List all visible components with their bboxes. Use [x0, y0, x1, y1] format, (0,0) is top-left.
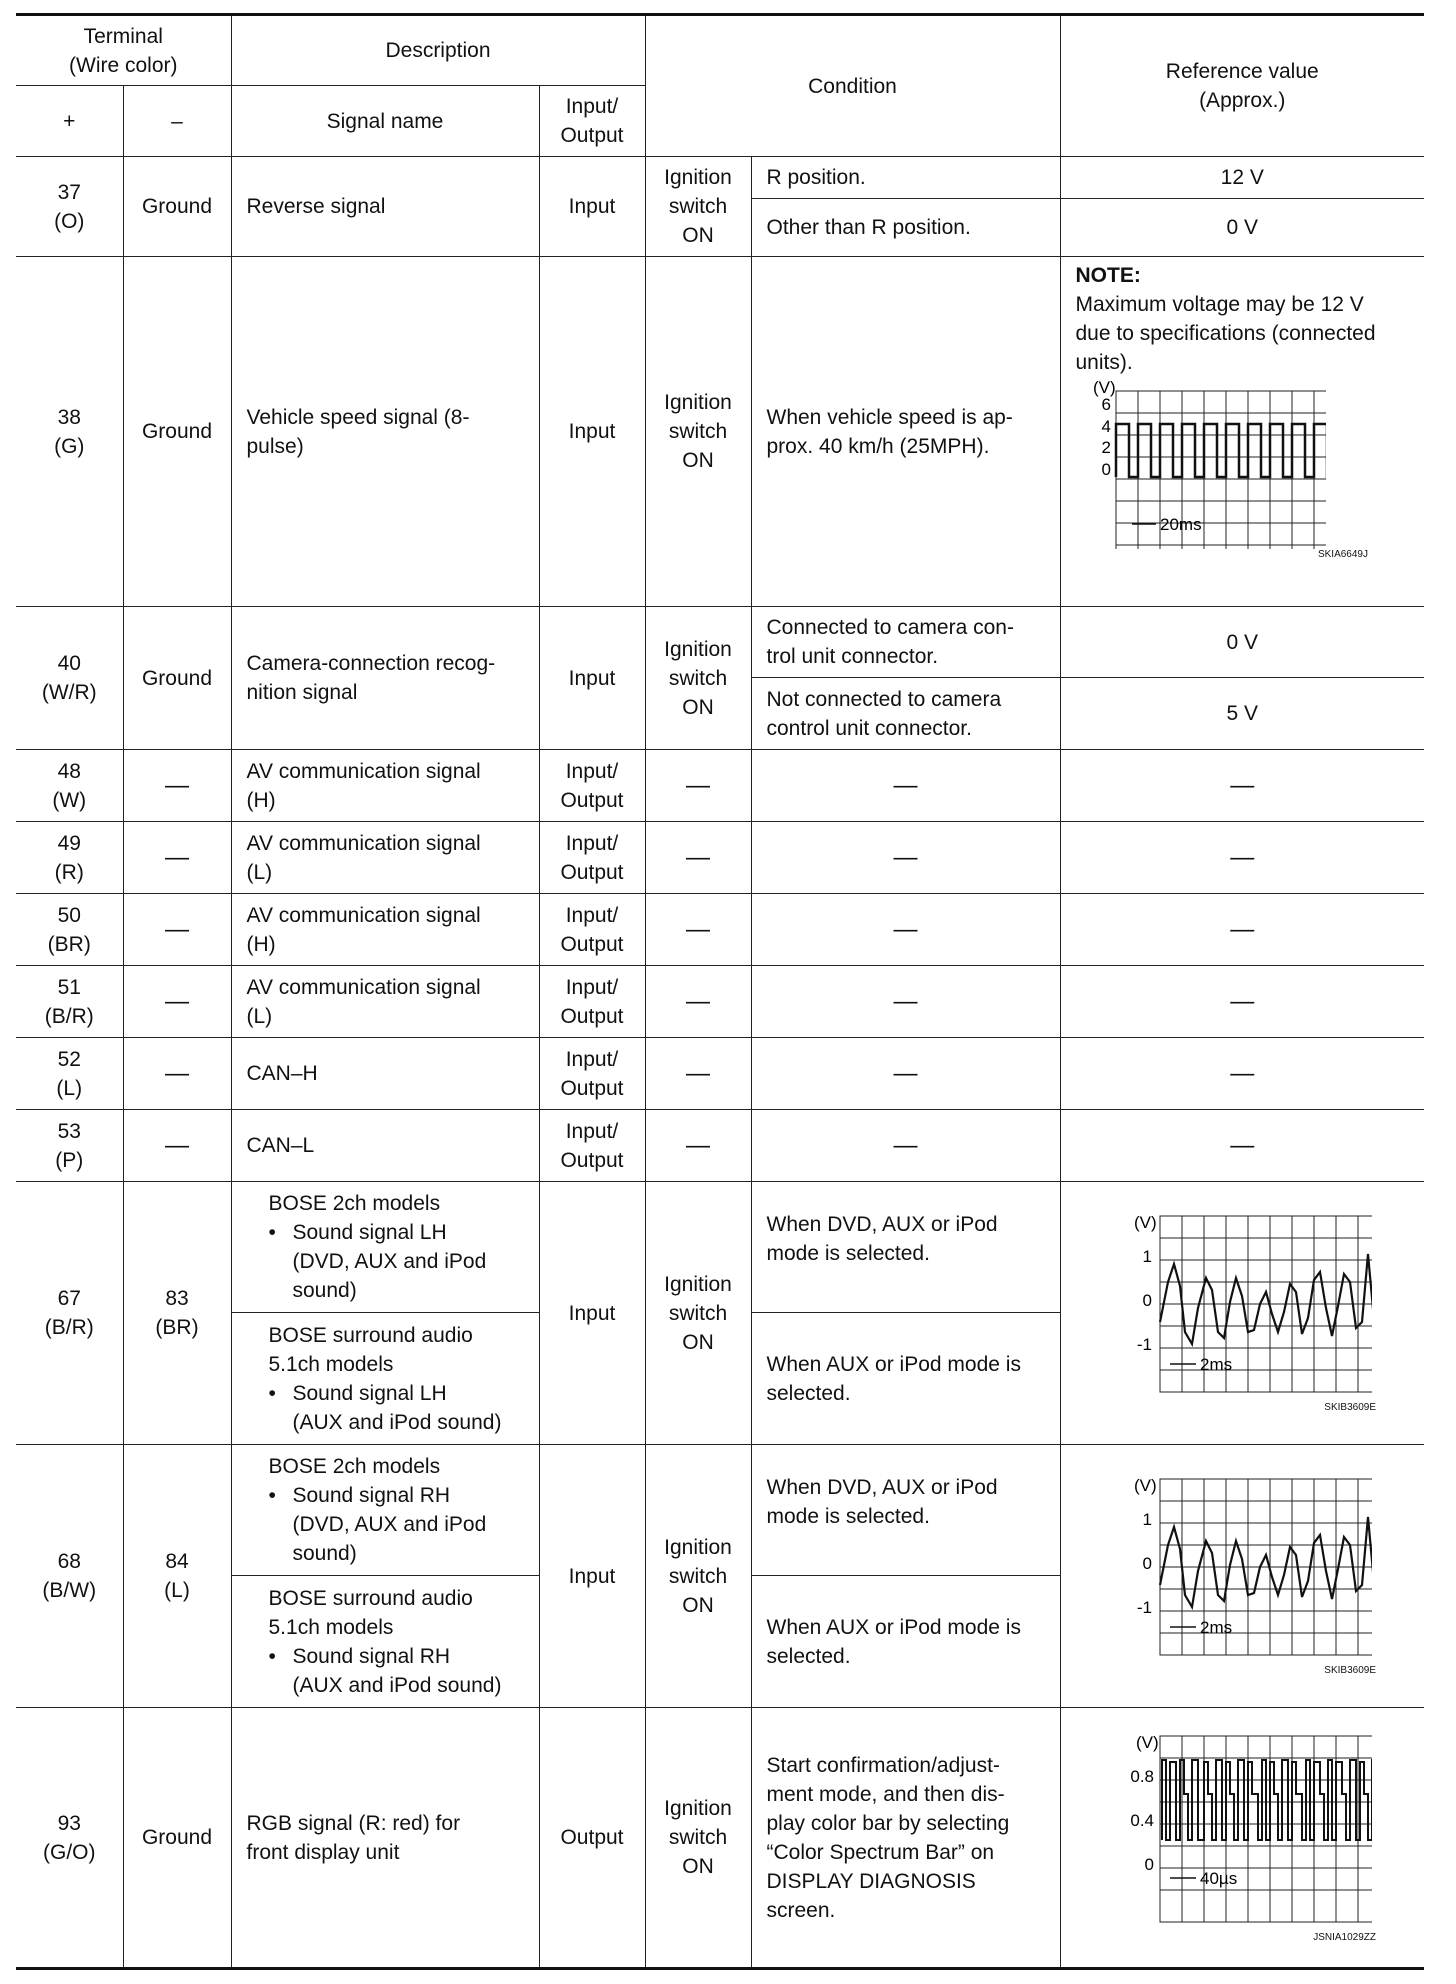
ign-dash: — [645, 750, 751, 822]
figure-code: SKIB3609E [1324, 1402, 1376, 1413]
signal-38: Vehicle speed signal (8- pulse) [231, 257, 539, 607]
io: Input/ Output [539, 966, 645, 1038]
wave-tick: 0 [1142, 1291, 1153, 1310]
cond-dash: — [751, 822, 1060, 894]
wave-tick: 0 [1144, 1854, 1155, 1874]
header-reference: Reference value (Approx.) [1060, 15, 1424, 157]
cond-dash: — [751, 1038, 1060, 1110]
desc-sub: (DVD, AUX and iPod sound) [292, 1513, 487, 1565]
header-terminal: Terminal (Wire color) [16, 15, 231, 86]
ref-37-a: 12 V [1060, 157, 1424, 199]
signal-93: RGB signal (R: red) for front display unit [231, 1708, 539, 1969]
desc-bullet: Sound signal LH [292, 1221, 447, 1244]
ref-68 [1060, 1445, 1424, 1708]
wave-tick: 0 [1142, 1554, 1153, 1573]
desc-title: BOSE 2ch models [268, 1455, 441, 1478]
minus-93: Ground [123, 1708, 231, 1969]
ign-dash: — [645, 894, 751, 966]
minus-dash: — [123, 750, 231, 822]
ref-93 [1060, 1708, 1424, 1969]
cond-37-a: R position. [751, 157, 1060, 199]
wave-unit: (V) [1092, 379, 1116, 397]
signal: CAN–L [231, 1110, 539, 1182]
cond-40-b: Not connected to camera control unit connector. [751, 678, 1060, 750]
io-93: Output [539, 1708, 645, 1969]
header-io: Input/ Output [539, 86, 645, 157]
terminal: 48 (W) [16, 750, 123, 822]
ign-dash: — [645, 1038, 751, 1110]
desc-bullet: Sound signal LH [292, 1381, 447, 1405]
bullet-icon: • [268, 1644, 276, 1668]
io: Input/ Output [539, 894, 645, 966]
minus-40: Ground [123, 607, 231, 750]
wave-time: 20ms [1159, 515, 1202, 534]
figure-code: SKIA6649J [1317, 549, 1368, 560]
header-condition: Condition [645, 15, 1060, 157]
cond-93: Start confirmation/adjust- ment mode, and then dis- play color bar by selecting “Color Spectrum Bar” on DISPLAY DIAGNOSIS screen. [751, 1708, 1060, 1969]
terminal-37: 37 (O) [16, 157, 123, 257]
signal-40: Camera-connection recog- nition signal [231, 607, 539, 750]
cond-67-a: When DVD, AUX or iPod mode is selected. [751, 1182, 1060, 1313]
signal: CAN–H [231, 1038, 539, 1110]
minus-84: 84 (L) [123, 1445, 231, 1708]
minus-38: Ground [123, 257, 231, 607]
header-minus: – [123, 86, 231, 157]
ref-40-b: 5 V [1060, 678, 1424, 750]
ref-67 [1060, 1182, 1424, 1445]
ref-37-b: 0 V [1060, 199, 1424, 257]
ref-dash: — [1060, 750, 1424, 822]
terminal: 51 (B/R) [16, 966, 123, 1038]
desc-title: BOSE surround audio 5.1ch models [268, 1323, 473, 1376]
table-row [16, 1110, 1424, 1182]
cond-38: When vehicle speed is ap- prox. 40 km/h (25MPH). [751, 257, 1060, 607]
desc-title: BOSE 2ch models [268, 1192, 441, 1215]
wave-tick: -1 [1137, 1598, 1153, 1617]
desc-67-a [231, 1182, 539, 1313]
ref-38 [1060, 257, 1424, 607]
signal: AV communication signal (H) [231, 894, 539, 966]
io: Input/ Output [539, 1038, 645, 1110]
io: Input/ Output [539, 750, 645, 822]
ign-dash: — [645, 1110, 751, 1182]
audio-rh-waveform [1112, 1475, 1372, 1665]
note-title: NOTE: [1075, 264, 1141, 287]
wave-tick: 6 [1101, 395, 1111, 414]
io-40: Input [539, 607, 645, 750]
desc-68-a [231, 1445, 539, 1576]
cond-68-b: When AUX or iPod mode is selected. [751, 1576, 1060, 1708]
figure-code: JSNIA1029ZZ [1313, 1931, 1376, 1943]
header-description: Description [231, 15, 645, 86]
minus-dash: — [123, 966, 231, 1038]
table-row [16, 1038, 1424, 1110]
ref-dash: — [1060, 894, 1424, 966]
ign-40: Ignition switch ON [645, 607, 751, 750]
minus-dash: — [123, 894, 231, 966]
signal: AV communication signal (H) [231, 750, 539, 822]
cond-dash: — [751, 966, 1060, 1038]
wave-grid [1160, 1479, 1372, 1655]
wave-tick: 1 [1142, 1510, 1153, 1529]
audio-trace [1160, 1517, 1372, 1607]
audio-lh-waveform [1112, 1212, 1372, 1402]
desc-bullet: Sound signal RH [292, 1644, 451, 1668]
ign-dash: — [645, 966, 751, 1038]
terminal-67: 67 (B/R) [16, 1182, 123, 1445]
ign-37: Ignition switch ON [645, 157, 751, 257]
minus-dash: — [123, 1110, 231, 1182]
rgb-signal-waveform [1112, 1732, 1372, 1932]
signal: AV communication signal (L) [231, 822, 539, 894]
terminal: 50 (BR) [16, 894, 123, 966]
ign-93: Ignition switch ON [645, 1708, 751, 1969]
minus-dash: — [123, 822, 231, 894]
desc-68-b [231, 1576, 539, 1708]
desc-bullet: Sound signal RH [292, 1484, 451, 1507]
speed-pulse-waveform [1076, 379, 1326, 549]
cond-37-b: Other than R position. [751, 199, 1060, 257]
cond-dash: — [751, 894, 1060, 966]
minus-37: Ground [123, 157, 231, 257]
minus-83: 83 (BR) [123, 1182, 231, 1445]
wave-tick: 2 [1101, 438, 1111, 457]
wave-tick: 0 [1101, 460, 1111, 479]
ref-dash: — [1060, 1110, 1424, 1182]
cond-68-a: When DVD, AUX or iPod mode is selected. [751, 1445, 1060, 1576]
io: Input/ Output [539, 822, 645, 894]
ign-68: Ignition switch ON [645, 1445, 751, 1708]
wave-unit: (V) [1134, 1476, 1157, 1495]
wave-time: 2ms [1200, 1618, 1233, 1637]
desc-67-b [231, 1313, 539, 1445]
terminal-40: 40 (W/R) [16, 607, 123, 750]
bullet-icon: • [268, 1221, 276, 1244]
wave-grid [1160, 1216, 1372, 1392]
wave-time: 40µs [1200, 1868, 1238, 1888]
terminal: 49 (R) [16, 822, 123, 894]
wave-grid [1116, 391, 1326, 549]
wave-tick: 0.8 [1130, 1766, 1155, 1786]
minus-dash: — [123, 1038, 231, 1110]
table-row [16, 966, 1424, 1038]
ref-dash: — [1060, 822, 1424, 894]
ref-dash: — [1060, 1038, 1424, 1110]
wave-tick: -1 [1137, 1335, 1153, 1354]
wave-tick: 4 [1101, 417, 1111, 436]
table-row [16, 822, 1424, 894]
header-signal-name: Signal name [231, 86, 539, 157]
note-text: Maximum voltage may be 12 V due to specifications (connected units). [1075, 293, 1376, 374]
header-plus: + [16, 86, 123, 157]
signal: AV communication signal (L) [231, 966, 539, 1038]
wave-unit: (V) [1136, 1732, 1159, 1752]
cond-dash: — [751, 750, 1060, 822]
bullet-icon: • [268, 1381, 276, 1405]
ign-38: Ignition switch ON [645, 257, 751, 607]
terminal-38: 38 (G) [16, 257, 123, 607]
rgb-trace [1162, 1760, 1372, 1840]
cond-40-a: Connected to camera con- trol unit connector. [751, 607, 1060, 678]
bullet-icon: • [268, 1484, 276, 1507]
io: Input/ Output [539, 1110, 645, 1182]
io-38: Input [539, 257, 645, 607]
io-68: Input [539, 1445, 645, 1708]
terminal-93: 93 (G/O) [16, 1708, 123, 1969]
ign-67: Ignition switch ON [645, 1182, 751, 1445]
desc-sub: (AUX and iPod sound) [292, 1410, 502, 1434]
wave-tick: 0.4 [1130, 1810, 1155, 1830]
ref-dash: — [1060, 966, 1424, 1038]
terminal-reference-table [16, 13, 1424, 1970]
cond-67-b: When AUX or iPod mode is selected. [751, 1313, 1060, 1445]
desc-sub: (DVD, AUX and iPod sound) [292, 1250, 487, 1302]
table-row [16, 894, 1424, 966]
pulse-trace [1116, 424, 1326, 477]
io-67: Input [539, 1182, 645, 1445]
cond-dash: — [751, 1110, 1060, 1182]
ign-dash: — [645, 822, 751, 894]
signal-37: Reverse signal [231, 157, 539, 257]
table-row [16, 750, 1424, 822]
terminal: 53 (P) [16, 1110, 123, 1182]
wave-unit: (V) [1134, 1213, 1157, 1232]
figure-code: SKIB3609E [1324, 1665, 1376, 1676]
wave-time: 2ms [1200, 1355, 1233, 1374]
ref-40-a: 0 V [1060, 607, 1424, 678]
terminal-68: 68 (B/W) [16, 1445, 123, 1708]
io-37: Input [539, 157, 645, 257]
desc-title: BOSE surround audio 5.1ch models [268, 1586, 473, 1639]
audio-trace [1160, 1254, 1372, 1344]
desc-sub: (AUX and iPod sound) [292, 1673, 502, 1697]
wave-tick: 1 [1142, 1247, 1153, 1266]
terminal: 52 (L) [16, 1038, 123, 1110]
